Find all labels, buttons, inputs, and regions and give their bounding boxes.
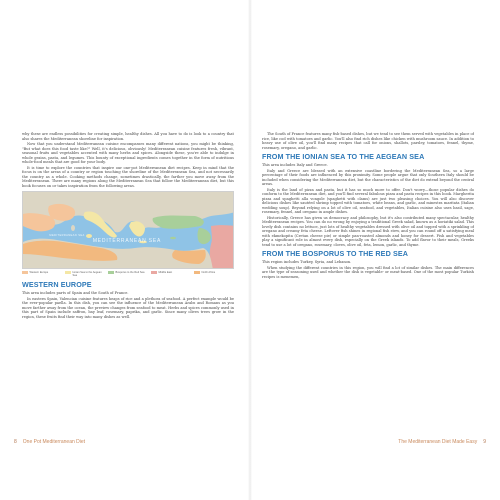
body-paragraph: Now that you understand Mediterranean cuisine encompasses many different nations, you might be thinking, "But what does this food taste like?" Well, it's delicious, obviously! Mediterranean cuisine features fresh, vibrant, seasonal fruits and vegetables accented with many herbs and spices. Alongside these, you're able to indulge in whole grains, pasta, and legumes. This bounty of exceptional ingredients comes together in the form of nutritious whole-food meals that are good for your body. bbox=[22, 142, 234, 164]
body-paragraph: It is time to explore the countries that inspire our one-pot Mediterranean diet recipes. Keep in mind that the focus is on the areas of a country or region touching the shoreline of the Mediterranean Sea, and not necessarily the country as a whole. Cooking methods change, sometimes drastically, the farther you move away from the Mediterranean. There are many regions along the Mediterranean Sea that follow the Mediterranean diet, but this book focuses on or takes inspiration from the following areas. bbox=[22, 165, 234, 188]
sea-label-west: MEDITERRANEAN SEA bbox=[49, 234, 85, 237]
legend-label: Western Europe bbox=[29, 271, 49, 274]
legend-item bbox=[108, 271, 148, 277]
page-number: 8 bbox=[14, 439, 17, 445]
legend-swatch bbox=[151, 271, 157, 274]
body-paragraph: This area includes parts of Spain and the South of France. bbox=[22, 291, 129, 296]
page-number: 9 bbox=[483, 439, 486, 445]
body-paragraph: Historically, Greece has given us democracy and philosophy, but it's also contributed many spectacular, healthy Mediterranean recipes. You can do no wrong by enjoying a traditional Greek salad, known as a horiatiki salad. This lovely dish contains no lettuce, just lots of healthy vegetables dressed with olive oil and topped with a sprinkling of oregano and creamy feta cheese. Leftover fish shines in regional fish stew, and you can round off a satisfying meal with ekmekopita (Cretan cheese pie) or simple pan-roasted almonds and honey for dessert. Fish and vegetables play a significant role in almost every dish, especially on the Greek islands. To add flavor to their meals, Greeks tend to use a lot of oregano, rosemary, cloves, olive oil, feta, lemon, garlic, and thyme. bbox=[262, 215, 474, 247]
legend-item bbox=[151, 271, 191, 277]
body-paragraph: This area includes Italy and Greece. bbox=[262, 163, 328, 167]
legend-item bbox=[22, 271, 62, 277]
legend-label: Ionian Sea to the Aegean Sea bbox=[72, 271, 102, 278]
right-page bbox=[262, 132, 474, 280]
running-title: One Pot Mediterranean Diet bbox=[22, 439, 86, 445]
legend-item bbox=[65, 271, 105, 277]
left-page bbox=[22, 132, 234, 320]
book-gutter bbox=[248, 0, 252, 500]
map-legend bbox=[22, 271, 234, 277]
map-graphic bbox=[23, 192, 234, 269]
body-paragraph: This region includes Turkey, Syria, and Lebanon. bbox=[262, 260, 352, 264]
right-footer bbox=[398, 439, 492, 445]
legend-label: Middle East bbox=[158, 271, 173, 274]
legend-label: North Africa bbox=[201, 271, 216, 274]
body-paragraph: In eastern Spain, Valencian cuisine features heaps of rice and a plethora of seafood. A perfect example would be the ever-popular paella. In this dish, you can see the influence of the Mediterranean Arabs and Romans as you move farther away from the ocean, the preview changes from seafood to meat. Herbs and spices commonly used in this part of Spain include saffron, bay leaf, rosemary, paprika, and garlic. Since many olives trees grow in the region, these fruits find their way into many dishes as well. bbox=[22, 296, 234, 319]
body-paragraph: Italy and Greece are blessed with an extensive coastline bordering the Mediterranean Sea, so a large percentage of their foods are influenced by this proximity. Some people argue that only Southern Italy should be included when considering the Mediterranean diet, but the characteristics of the diet do extend beyond the central areas. bbox=[262, 168, 474, 186]
body-paragraph: Italy is the land of pizza and pasta, but it has so much more to offer. Don't worry—those popular dishes do conform to the Mediterranean diet, and you'll find several fabulous pizza and pasta recipes in this book. Margherita pizza and spaghetti alla vongole (spaghetti with clams) are just two pleasing choices. You will also discover delicious dishes like sautéed shrimp topped with tomatoes, white beans, and garlic, and minestra maritata (Italian wedding soup). Beyond relying on a lot of olive oil, seafood, and vegetables, Italian cuisine also uses basil, sage, rosemary, fennel, and oregano in ample dishes. bbox=[262, 187, 474, 214]
running-title: The Mediterranean Diet Made Easy bbox=[398, 439, 478, 445]
legend-swatch bbox=[65, 271, 71, 274]
section-heading: WESTERN EUROPE bbox=[22, 280, 92, 290]
legend-swatch bbox=[194, 271, 200, 274]
body-paragraph: When studying the different countries in this region, you will find a lot of similar dishes. The main differences are the type of seasoning used and whether the dish is vegetable- or meat-based. One of the most popular Turkish recipes is menemen, bbox=[262, 265, 474, 279]
body-paragraph: why these are endless possibilities for creating simple, healthy dishes. All you have to do is look to a country that also shares the Mediterranean shoreline for inspiration. bbox=[22, 132, 234, 141]
left-footer bbox=[8, 439, 85, 445]
legend-label: Bosporus to the Red Sea bbox=[115, 271, 145, 274]
body-paragraph: The South of France features many fish-based dishes, but we tend to see them served with vegetables in place of rice, like cod with tomatoes and garlic. You'll also find rich dishes like chicken with mushroom sauce. In addition to heavy use of olive oil, you'll find many recipes that call for onions, shallots, parsley, tomatoes, fennel, thyme, rosemary, oregano, and garlic. bbox=[262, 132, 474, 150]
legend-swatch bbox=[22, 271, 28, 274]
section-heading: FROM THE BOSPORUS TO THE RED SEA bbox=[262, 249, 409, 258]
legend-swatch bbox=[108, 271, 114, 274]
mediterranean-map bbox=[22, 191, 234, 269]
sea-label-main: MEDITERRANEAN SEA bbox=[92, 238, 162, 244]
legend-item bbox=[194, 271, 234, 277]
section-heading: FROM THE IONIAN SEA TO THE AEGEAN SEA bbox=[262, 152, 425, 161]
